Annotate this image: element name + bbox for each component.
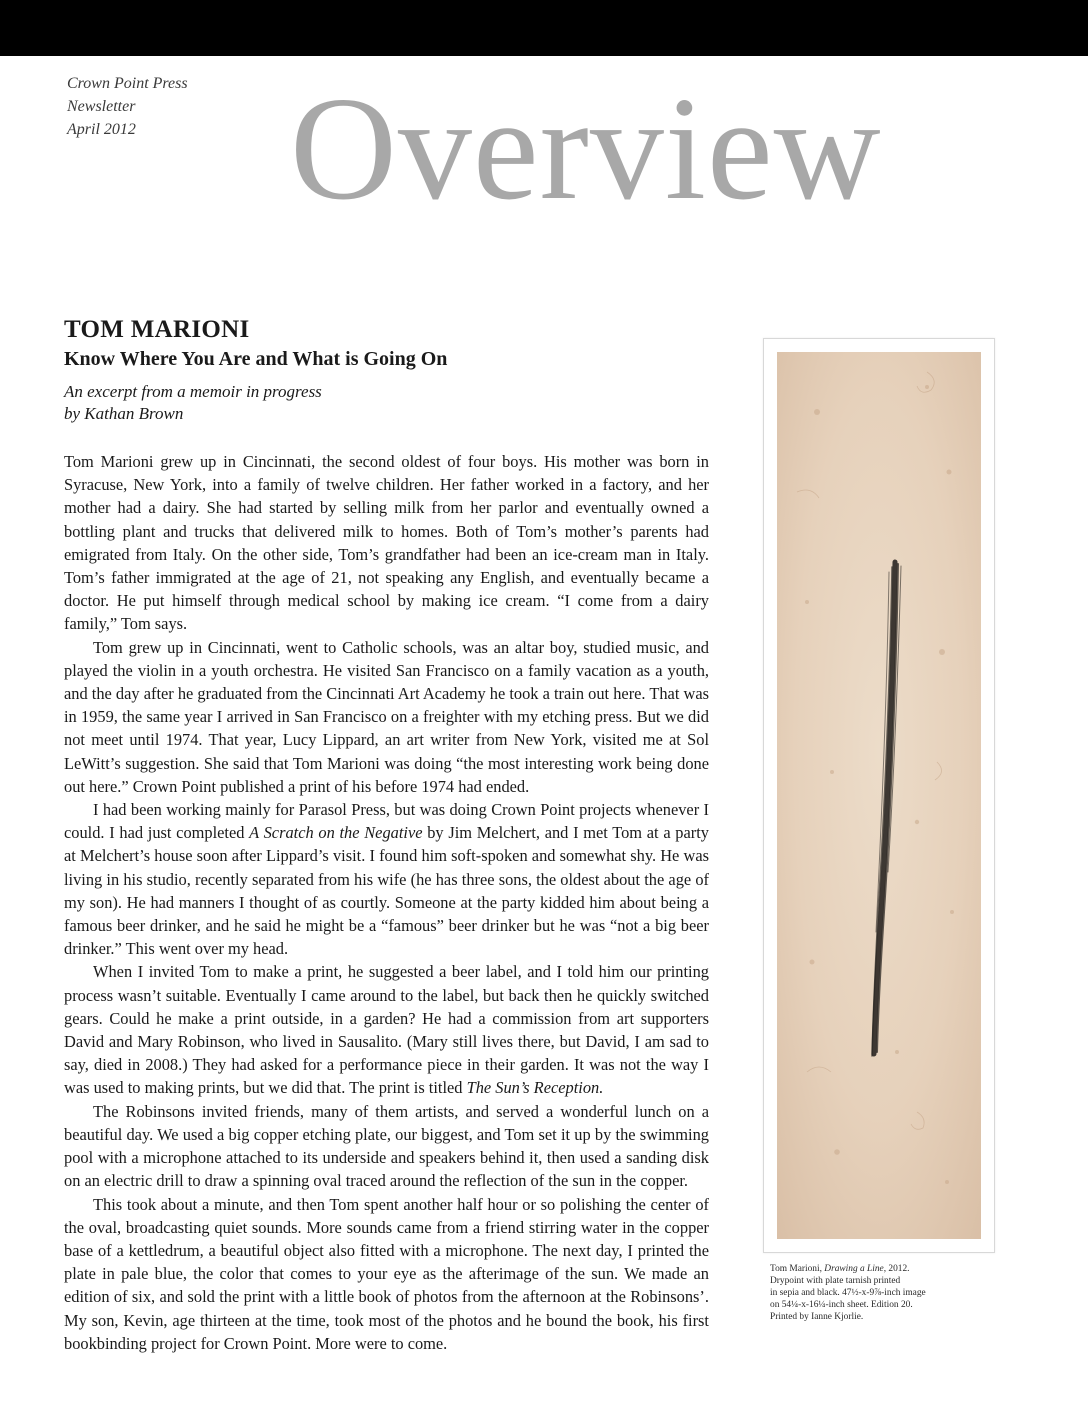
caption-line-2: Drypoint with plate tarnish printed [770, 1276, 901, 1286]
artwork-paper [777, 352, 981, 1239]
paragraph-2: Tom grew up in Cincinnati, went to Catholic schools, was an altar boy, studied music, and played the violin in a youth orchestra. He visited San Francisco on a family vacation as a youth, and the day after he graduated from the Cincinnati Art Academy he took a train out here. That was in 1959, the same year I arrived in San Francisco on a freighter with my etching press. But we did not meet until 1974. That year, Lucy Lippard, an art writer from New York, visited me at Sol LeWitt’s suggestion. She said that Tom Marioni was doing “the most interesting work being done out here.” Crown Point published a print of his before 1974 had ended. [64, 637, 709, 796]
article-title: TOM MARIONI [64, 316, 250, 343]
caption-line-3: in sepia and black. 47½-x-9⅞-inch image [770, 1288, 926, 1298]
caption-line-1 [770, 1263, 995, 1275]
author-byline: by Kathan Brown [64, 404, 184, 423]
paragraph-3-text-b: by Jim Melchert, and I met Tom at a party at Melchert’s house soon after Lippard’s visit. I found him soft-spoken and somewhat shy. He was living in his studio, recently separated from his wife (he has three sons, the oldest about the age of my son). He had manners I thought of as courtly. Someone at the party kidded him about being a famous beer drinker, and he said he might be a “famous” beer drinker but he was “not a big beer drinker.” This went over my head. [64, 823, 709, 959]
artwork-image [777, 352, 981, 1239]
article-subtitle: Know Where You Are and What is Going On [64, 348, 448, 370]
caption-year: , 2012. [883, 1264, 910, 1274]
artwork-caption [770, 1263, 995, 1323]
paragraph-1: Tom Marioni grew up in Cincinnati, the second oldest of four boys. His mother was born in Syracuse, New York, into a family of twelve children. Her father worked in a factory, and her mother had a dairy. She had started by selling milk from her parlor and eventually owned a bottling plant and trucks that delivered milk to homes. Both of Tom’s mother’s parents had emigrated from Italy. On the other side, Tom’s grandfather had been an ice-cream man in Italy. Tom’s father immigrated at the age of 21, not speaking any English, and eventually became a doctor. He put himself through medical school by making ice cream. “I come from a dairy family,” Tom says. [64, 452, 709, 634]
publication-type: Newsletter [67, 98, 136, 115]
top-black-bar [0, 0, 1088, 56]
caption-artist: Tom Marioni, [770, 1264, 825, 1274]
print-title-scratch: A Scratch on the Negative [249, 823, 423, 843]
print-title-suns-reception: The Sun’s Reception. [466, 1078, 604, 1098]
caption-line-5: Printed by Ianne Kjorlie. [770, 1312, 864, 1322]
caption-line-4: on 54¼-x-16¼-inch sheet. Edition 20. [770, 1300, 913, 1310]
paragraph-6: This took about a minute, and then Tom spent another half hour or so polishing the center of the oval, broadcasting quiet sounds. More sounds came from a friend stirring water in the copper base of a kettledrum, a beautiful object also fitted with a microphone. The next day, I printed the plate in pale blue, the color that comes to your eye as the afterimage of the sun. We made an edition of six, and sold the print with a little book of photos from the afternoon at the Robinsons’. My son, Kevin, age thirteen at the time, took most of the photos and he bound the book, his first bookbinding project for Crown Point. More were to come. [64, 1194, 709, 1353]
paragraph-3 [64, 798, 709, 960]
paragraph-5: The Robinsons invited friends, many of them artists, and served a wonderful lunch on a beautiful day. We used a big copper etching plate, our biggest, and Tom set it up by the swimming pool with a microphone attached to its underside and speakers behind it, then used a sanding disk on an electric drill to draw a spinning oval traced around the reflection of the sun in the copper. [64, 1101, 709, 1191]
paragraph-4-text-a: When I invited Tom to make a print, he suggested a beer label, and I told him our printing process wasn’t suitable. Eventually I came around to the label, but back then he quickly switched gears. Could he make a print outside, in a garden? He had a commission from art supporters David and Mary Robinson, who lived in Sausalito. (Mary still lives there, but David, I am sad to say, died in 2008.) They had asked for a performance piece in their garden. It was not the way I was used to making prints, but we did that. The print is titled [64, 962, 709, 1098]
masthead-title: Overview [290, 67, 882, 231]
excerpt-note: An excerpt from a memoir in progress [64, 382, 322, 401]
masthead-info [67, 72, 188, 141]
publisher-name: Crown Point Press [67, 75, 188, 92]
article-byline [64, 381, 322, 425]
caption-work-title: Drawing a Line [824, 1264, 884, 1274]
paragraph-4 [64, 960, 709, 1099]
article-body [64, 450, 709, 1355]
issue-date: April 2012 [67, 121, 136, 138]
paragraph-3-text-a: I had been working mainly for Parasol Press, but was doing Crown Point projects whenever I could. I had just completed [64, 800, 709, 843]
